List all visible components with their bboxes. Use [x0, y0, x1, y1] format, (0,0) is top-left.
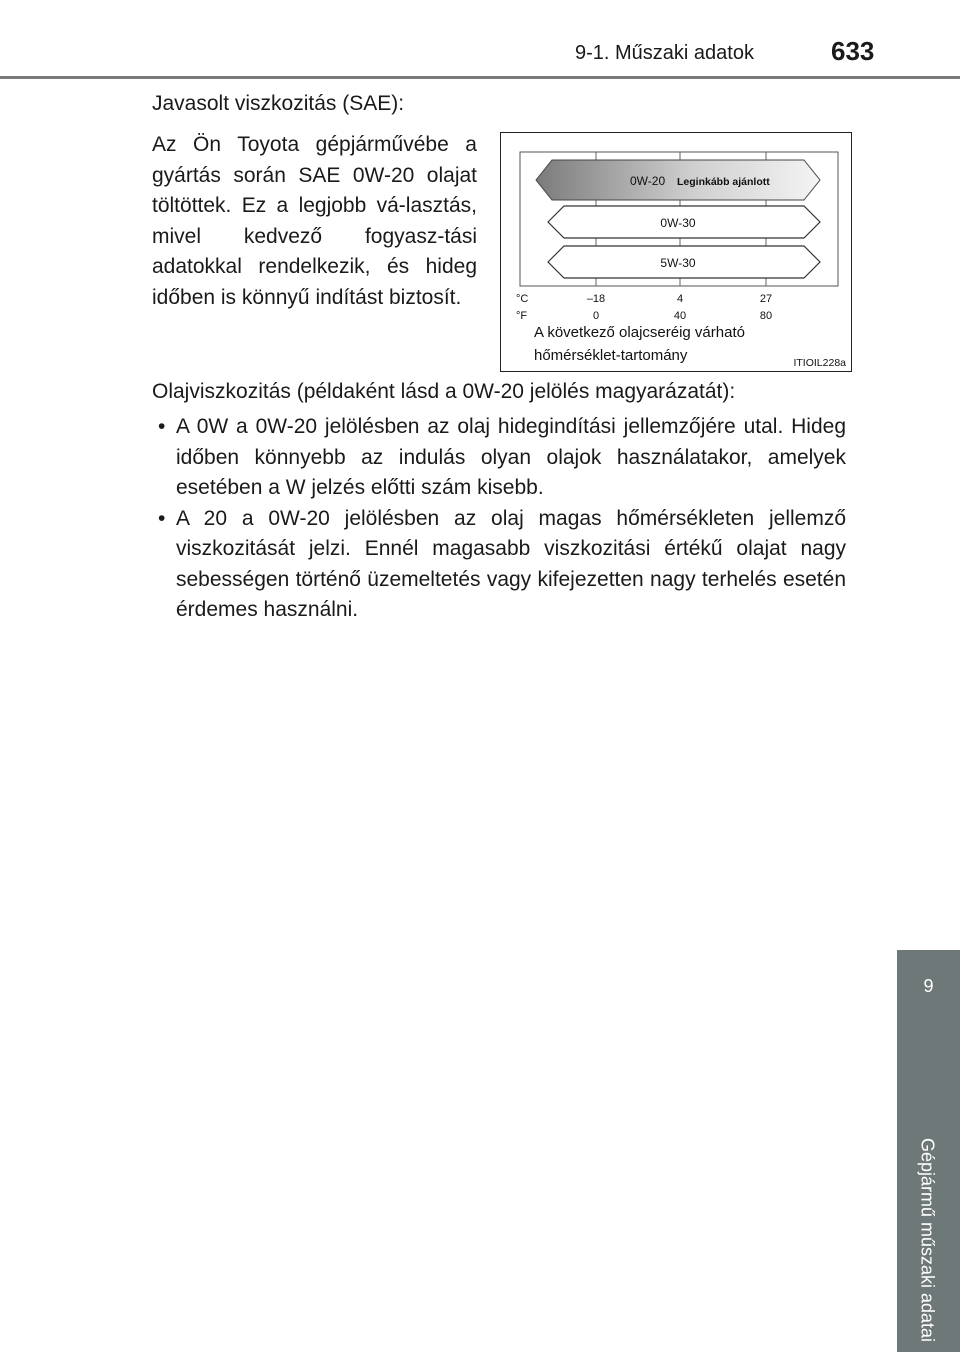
- unit-fahrenheit: °F: [516, 310, 528, 322]
- viscosity-figure: [500, 132, 852, 372]
- caption-line-2: hőmérséklet-tartomány: [534, 347, 688, 364]
- label-recommended: Leginkább ajánlott: [677, 176, 770, 188]
- label-0w30: 0W-30: [660, 216, 696, 230]
- section-title: 9-1. Műszaki adatok: [575, 42, 754, 64]
- tick-c: –18: [586, 293, 606, 305]
- tick-c: 4: [676, 293, 684, 305]
- tick-f: 80: [759, 310, 773, 322]
- tick-c: 27: [759, 293, 773, 305]
- label-0w20: 0W-20: [630, 174, 666, 188]
- bullet-dot: •: [158, 506, 166, 530]
- tick-f: 0: [592, 310, 600, 322]
- bullet-dot: •: [158, 415, 166, 438]
- intro-paragraph: Az Ön Toyota gépjárművébe a gyártás során SAE 0W-20 olajat töltöttek. Ez a legjobb vá-lasztás, mivel kedvező fogyasz-tási adatokkal rendelkezik, és hideg időben is könnyű indítást biztosít.: [152, 133, 477, 309]
- chapter-tab: [897, 950, 960, 1352]
- list-item: [158, 504, 846, 626]
- bullet-list: [158, 412, 846, 626]
- bullet-text: A 20 a 0W-20 jelölésben az olaj magas hőmérsékleten jellemző viszkozitását jelzi. Ennél magasabb viszkozitási értékű olajat nagy sebességen történő üzemeltetés vagy kifejezetten nagy terhelés esetén érdemes használni.: [176, 506, 846, 621]
- chapter-title: Gépjármű műszaki adatai: [917, 1137, 938, 1343]
- viscosity-explanation-heading: Olajviszkozitás (példaként lásd a 0W-20 jelölés magyarázatát):: [152, 380, 736, 403]
- header-rule: [0, 76, 960, 79]
- page-number: 633: [831, 36, 875, 66]
- viscosity-heading: Javasolt viszkozitás (SAE):: [152, 92, 405, 115]
- bullet-text: A 0W a 0W-20 jelölésben az olaj hidegindítási jellemzőjére utal. Hideg időben könnyebb az indulás olyan olajok használatakor, amelyek esetében a W jelzés előtti szám kisebb.: [176, 415, 846, 499]
- tick-f: 40: [673, 310, 687, 322]
- unit-celsius: °C: [516, 293, 529, 305]
- chapter-number: 9: [923, 976, 934, 996]
- figure-id: ITIOIL228a: [793, 357, 846, 369]
- list-item: [158, 412, 846, 504]
- label-5w30: 5W-30: [660, 256, 696, 270]
- caption-line-1: A következő olajcseréig várható: [534, 324, 745, 341]
